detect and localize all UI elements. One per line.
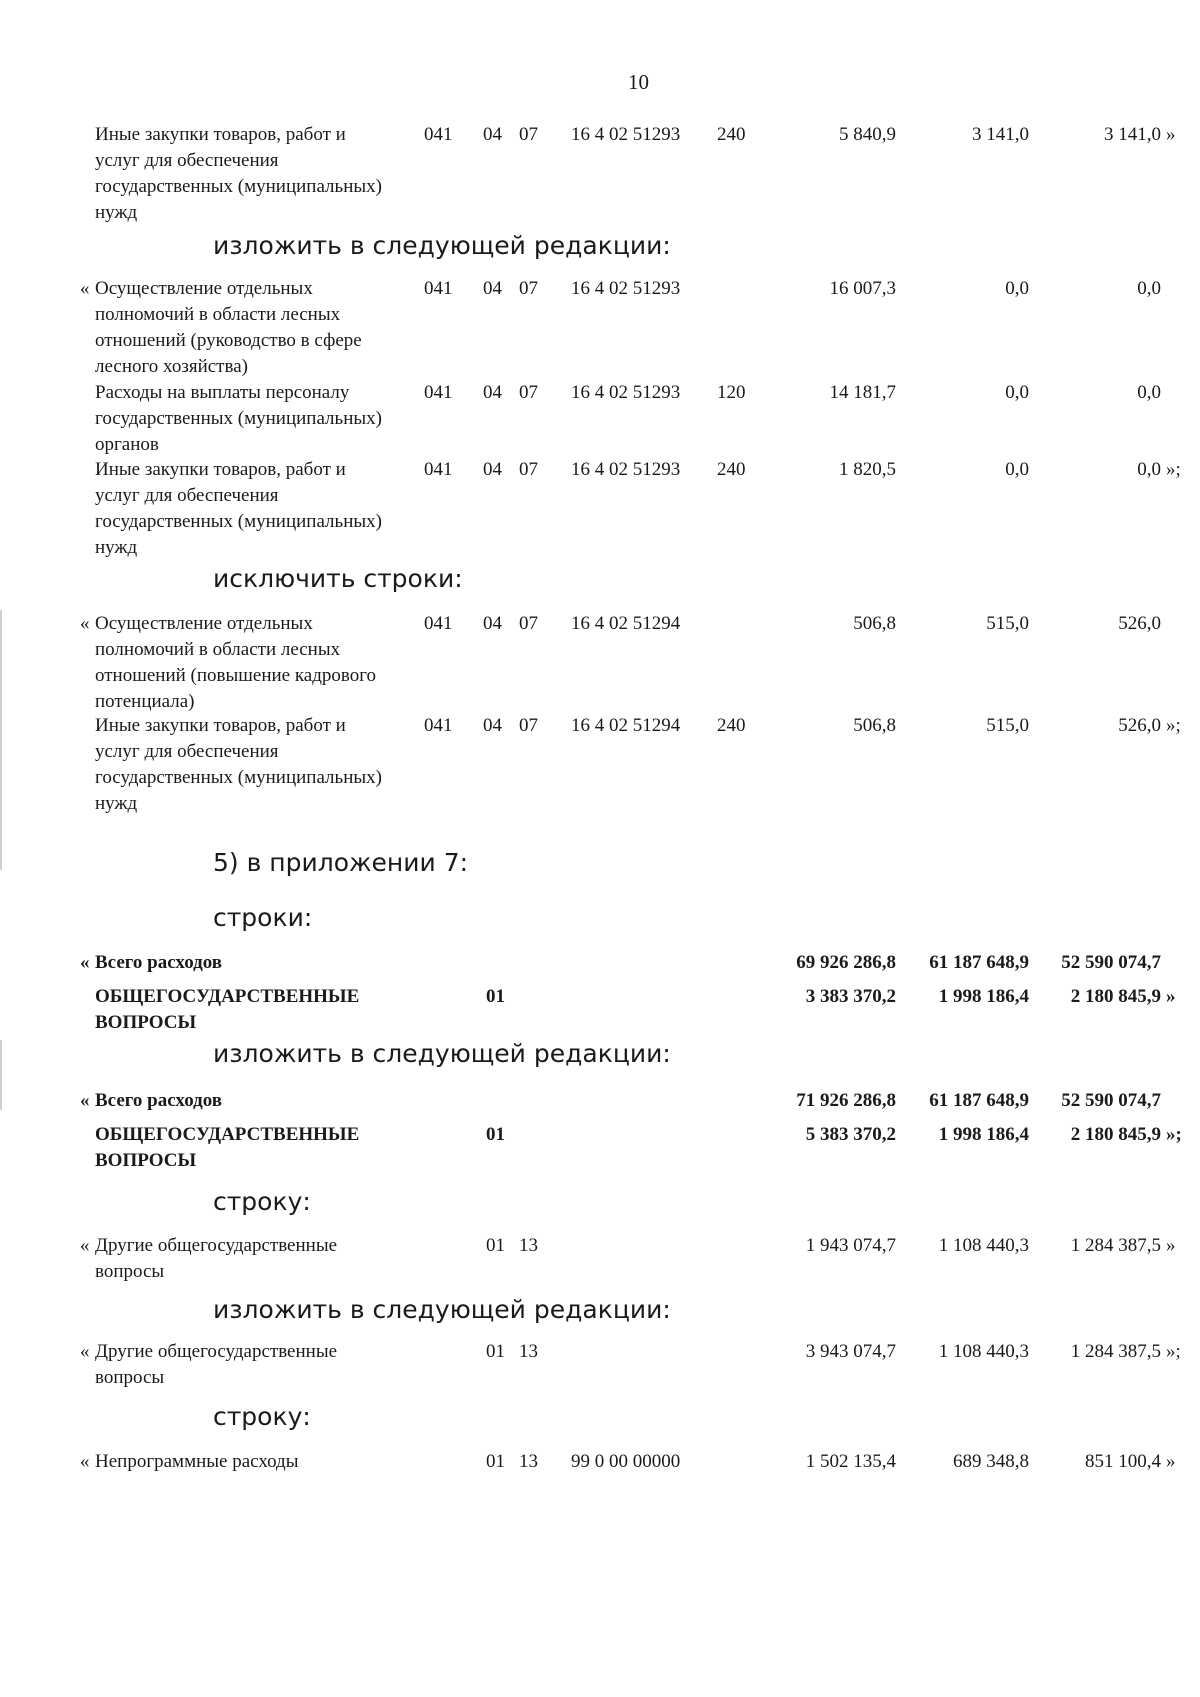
row-name: Иные закупки товаров, работ и услуг для обеспечения государственных (муниципальных) нужд [95,715,382,814]
amount-year-3: 1 284 387,5 [1070,1235,1161,1256]
target-code: 16 4 02 51293 [571,278,681,299]
amount-year-2: 515,0 [986,613,1029,634]
row-name: Иные закупки товаров, работ и услуг для обеспечения государственных (муниципальных) нужд [95,124,382,223]
amount-year-1: 5 383 370,2 [805,1124,896,1145]
subsection-code: 13 [519,1341,538,1362]
ministry-code: 041 [424,613,453,634]
instruction-row: строку: [213,1402,311,1431]
section-code: 01 [486,1341,505,1362]
subsection-code: 07 [519,124,538,145]
amount-year-1: 506,8 [853,613,896,634]
scan-edge-mark [0,610,2,870]
instruction-row: строку: [213,1187,311,1216]
ministry-code: 041 [424,124,453,145]
amount-year-1: 1 943 074,7 [805,1235,896,1256]
amount-year-1: 506,8 [853,715,896,736]
ministry-code: 041 [424,382,453,403]
amount-year-3: 1 284 387,5 [1070,1341,1161,1362]
closing-quote: »; [1166,1341,1181,1362]
amount-year-2: 61 187 648,9 [929,1090,1029,1111]
amount-year-2: 0,0 [1005,278,1029,299]
row-name: Иные закупки товаров, работ и услуг для обеспечения государственных (муниципальных) нужд [95,459,382,558]
instruction-exclude: исключить строки: [213,564,463,593]
page-number: 10 [628,70,649,94]
appendix-heading: 5) в приложении 7: [213,848,469,877]
closing-quote: » [1166,986,1176,1007]
section-code: 01 [486,986,505,1007]
amount-year-2: 0,0 [1005,459,1029,480]
amount-year-2: 1 998 186,4 [938,986,1029,1007]
subsection-code: 13 [519,1235,538,1256]
closing-quote: »; [1166,715,1181,736]
amount-year-1: 1 820,5 [839,459,896,480]
closing-quote: » [1166,1451,1176,1472]
amount-year-1: 71 926 286,8 [796,1090,896,1111]
subsection-code: 07 [519,459,538,480]
amount-year-2: 1 998 186,4 [938,1124,1029,1145]
opening-quote: « [80,613,90,634]
amount-year-2: 1 108 440,3 [938,1235,1029,1256]
row-name: Другие общегосударственные вопросы [95,1341,338,1388]
amount-year-3: 851 100,4 [1085,1451,1161,1472]
amount-year-2: 0,0 [1005,382,1029,403]
opening-quote: « [80,1341,90,1362]
target-code: 16 4 02 51294 [571,715,681,736]
row-name: Всего расходов [95,1090,223,1111]
subsection-code: 07 [519,715,538,736]
row-name: Расходы на выплаты персоналу государственных (муниципальных) органов [95,382,382,455]
amount-year-3: 52 590 074,7 [1061,1090,1161,1111]
amount-year-3: 2 180 845,9 [1070,986,1161,1007]
instruction-edit: изложить в следующей редакции: [213,1039,671,1068]
amount-year-2: 61 187 648,9 [929,952,1029,973]
closing-quote: »; [1166,459,1181,480]
target-code: 16 4 02 51293 [571,459,681,480]
expense-type: 120 [717,382,746,403]
amount-year-1: 1 502 135,4 [805,1451,896,1472]
row-name: Другие общегосударственные вопросы [95,1235,338,1282]
target-code: 16 4 02 51293 [571,124,681,145]
row-name: Осуществление отдельных полномочий в области лесных отношений (повышение кадрового потенциала) [95,613,377,712]
amount-year-1: 14 181,7 [829,382,896,403]
instruction-edit: изложить в следующей редакции: [213,231,671,260]
section-code: 01 [486,1124,505,1145]
subsection-code: 07 [519,382,538,403]
opening-quote: « [80,1235,90,1256]
scan-edge-mark [0,1040,2,1110]
amount-year-3: 2 180 845,9 [1070,1124,1161,1145]
amount-year-3: 0,0 [1137,382,1161,403]
expense-type: 240 [717,459,746,480]
section-code: 01 [486,1451,505,1472]
row-name: Осуществление отдельных полномочий в области лесных отношений (руководство в сфере лесного хозяйства) [95,278,362,377]
section-code: 01 [486,1235,505,1256]
section-code: 04 [483,715,502,736]
expense-type: 240 [717,124,746,145]
amount-year-3: 0,0 [1137,278,1161,299]
target-code: 16 4 02 51293 [571,382,681,403]
amount-year-2: 1 108 440,3 [938,1341,1029,1362]
amount-year-1: 3 943 074,7 [805,1341,896,1362]
section-code: 04 [483,382,502,403]
amount-year-3: 3 141,0 [1104,124,1161,145]
row-name: ОБЩЕГОСУДАРСТВЕННЫЕ ВОПРОСЫ [95,1124,360,1171]
ministry-code: 041 [424,278,453,299]
amount-year-3: 52 590 074,7 [1061,952,1161,973]
opening-quote: « [80,1451,90,1472]
row-name: Непрограммные расходы [95,1451,299,1472]
amount-year-2: 515,0 [986,715,1029,736]
amount-year-3: 526,0 [1118,715,1161,736]
amount-year-1: 3 383 370,2 [805,986,896,1007]
closing-quote: »; [1166,1124,1182,1145]
opening-quote: « [80,952,90,973]
amount-year-1: 16 007,3 [829,278,896,299]
amount-year-3: 0,0 [1137,459,1161,480]
amount-year-1: 69 926 286,8 [796,952,896,973]
ministry-code: 041 [424,459,453,480]
row-name: Всего расходов [95,952,223,973]
opening-quote: « [80,278,90,299]
ministry-code: 041 [424,715,453,736]
row-name: ОБЩЕГОСУДАРСТВЕННЫЕ ВОПРОСЫ [95,986,360,1033]
target-code: 99 0 00 00000 [571,1451,681,1472]
subsection-code: 13 [519,1451,538,1472]
section-code: 04 [483,124,502,145]
amount-year-1: 5 840,9 [839,124,896,145]
section-code: 04 [483,613,502,634]
amount-year-2: 689 348,8 [953,1451,1029,1472]
closing-quote: » [1166,124,1176,145]
instruction-edit: изложить в следующей редакции: [213,1295,671,1324]
subsection-code: 07 [519,613,538,634]
amount-year-3: 526,0 [1118,613,1161,634]
instruction-rows: строки: [213,903,313,932]
target-code: 16 4 02 51294 [571,613,681,634]
subsection-code: 07 [519,278,538,299]
closing-quote: » [1166,1235,1176,1256]
amount-year-2: 3 141,0 [972,124,1029,145]
opening-quote: « [80,1090,90,1111]
expense-type: 240 [717,715,746,736]
section-code: 04 [483,459,502,480]
section-code: 04 [483,278,502,299]
